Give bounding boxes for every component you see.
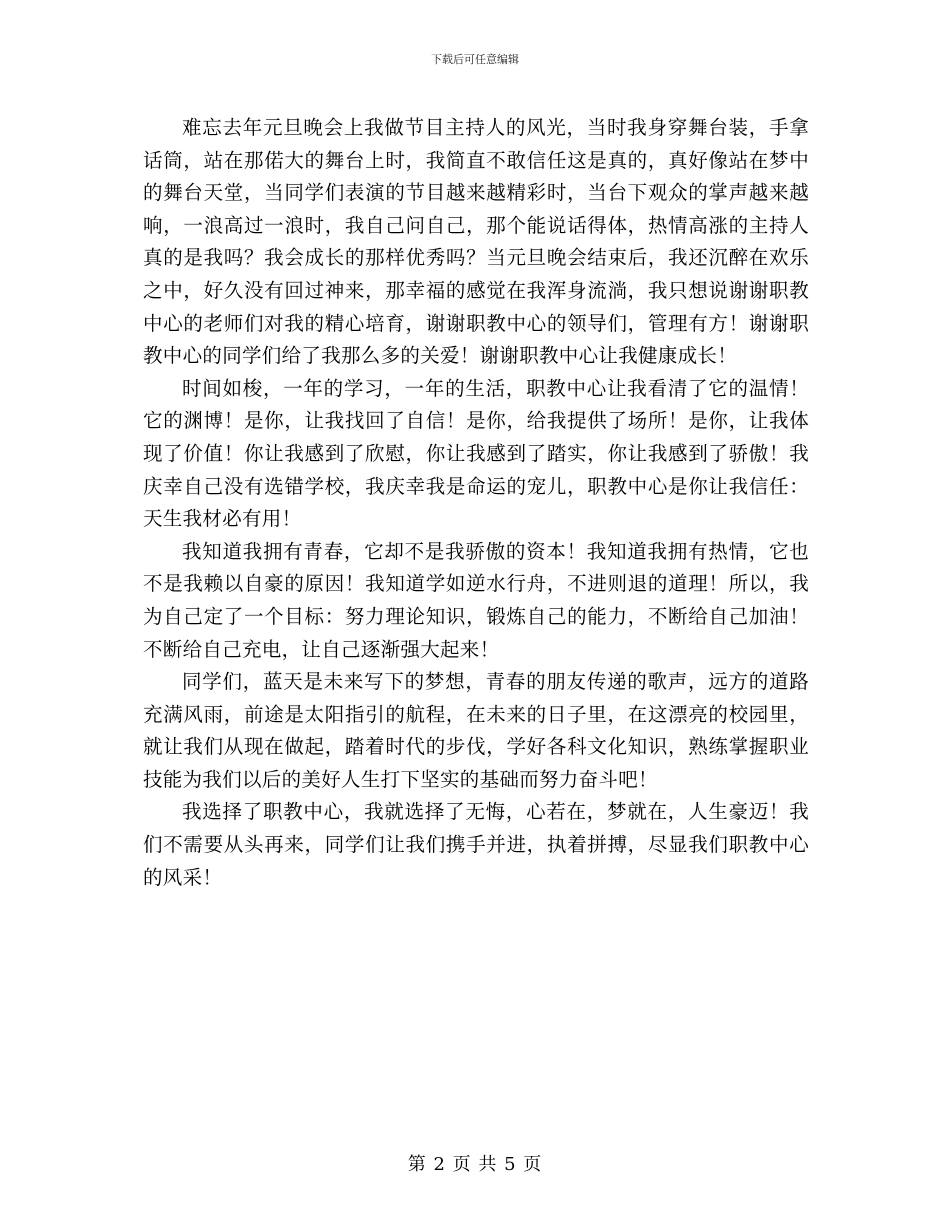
paragraph-5: 我选择了职教中心，我就选择了无悔，心若在，梦就在，人生豪迈！我们不需要从头再来，同学们让我们携手并进，执着拼搏，尽显我们职教中心的风采！ bbox=[143, 800, 809, 889]
document-body bbox=[143, 112, 809, 894]
paragraph-3: 我知道我拥有青春，它却不是我骄傲的资本！我知道我拥有热情，它也不是我赖以自豪的原因！我知道学如逆水行舟，不进则退的道理！所以，我为自己定了一个目标：努力理论知识，锻炼自己的能力，不断给自己加油！不断给自己充电，让自己逐渐强大起来！ bbox=[143, 539, 809, 661]
page-header: 下载后可任意编辑 bbox=[431, 53, 519, 66]
page-number-footer: 第 2 页 共 5 页 bbox=[407, 1154, 543, 1175]
paragraph-2: 时间如梭，一年的学习，一年的生活，职教中心让我看清了它的温情！它的渊博！是你，让我找回了自信！是你，给我提供了场所！是你，让我体现了价值！你让我感到了欣慰，你让我感到了踏实，你让我感到了骄傲！我庆幸自己没有选错学校，我庆幸我是命运的宠儿，职教中心是你让我信任：天生我材必有用！ bbox=[143, 376, 809, 531]
paragraph-4: 同学们，蓝天是未来写下的梦想，青春的朋友传递的歌声，远方的道路充满风雨，前途是太阳指引的航程，在未来的日子里，在这漂亮的校园里，就让我们从现在做起，踏着时代的步伐，学好各科文化知识，熟练掌握职业技能为我们以后的美好人生打下坚实的基础而努力奋斗吧！ bbox=[143, 670, 809, 791]
paragraph-1: 难忘去年元旦晚会上我做节目主持人的风光，当时我身穿舞台装，手拿话筒，站在那偌大的舞台上时，我简直不敢信任这是真的，真好像站在梦中的舞台天堂，当同学们表演的节目越来越精彩时，当台下观众的掌声越来越响，一浪高过一浪时，我自己问自己，那个能说话得体，热情高涨的主持人真的是我吗？我会成长的那样优秀吗？当元旦晚会结束后，我还沉醉在欢乐之中，好久没有回过神来，那幸福的感觉在我浑身流淌，我只想说谢谢职教中心的老师们对我的精心培育，谢谢职教中心的领导们，管理有方！谢谢职教中心的同学们给了我那么多的关爱！谢谢职教中心让我健康成长！ bbox=[143, 116, 809, 368]
